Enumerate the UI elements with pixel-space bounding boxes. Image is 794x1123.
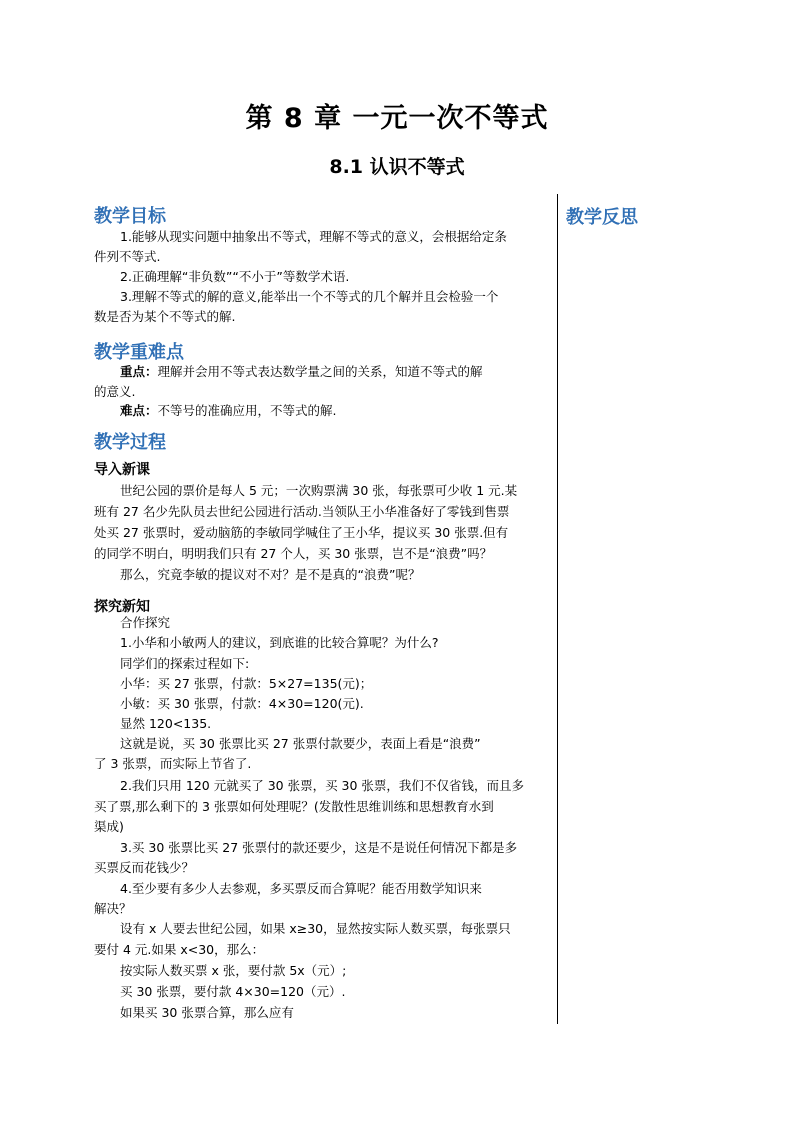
explore-line: 买 30 张票，要付款 4×30=120（元）. (120, 984, 346, 999)
explore-line: 按实际人数买票 x 张，要付款 5x（元）; (120, 963, 347, 978)
key-point-line (94, 362, 483, 382)
objective-line: 件列不等式. (94, 249, 161, 264)
key-text: 理解并会用不等式表达数学量之间的关系，知道不等式的解 (157, 364, 483, 379)
column-divider (557, 194, 558, 1024)
explore-line: 1.小华和小敏两人的建议，到底谁的比较合算呢？为什么? (120, 635, 439, 650)
objective-line: 2.正确理解“非负数”“不小于”等数学术语. (120, 269, 350, 284)
section-title: 8.1 认识不等式 (329, 156, 465, 178)
explore-line: 合作探究 (120, 615, 171, 630)
intro-line: 班有 27 名少先队员去世纪公园进行活动.当领队王小华准备好了零钱到售票 (94, 504, 510, 519)
difficult-text: 不等号的准确应用，不等式的解. (157, 403, 337, 418)
explore-line: 小华：买 27 张票，付款：5×27=135(元)； (120, 676, 373, 691)
key-points-heading: 教学重难点 (94, 342, 184, 363)
difficult-label: 难点： (120, 403, 158, 418)
explore-line: 显然 120<135. (120, 716, 212, 731)
explore-line: 买票反而花钱少？ (94, 860, 195, 875)
explore-heading: 探究新知 (94, 599, 150, 615)
explore-line: 小敏：买 30 张票，付款：4×30=120(元). (120, 696, 364, 711)
intro-line: 世纪公园的票价是每人 5 元；一次购票满 30 张，每张票可少收 1 元.某 (120, 483, 518, 498)
explore-line: 买了票,那么剩下的 3 张票如何处理呢？(发散性思维训练和思想教育水到 (94, 799, 494, 814)
explore-line: 如果买 30 张票合算，那么应有 (120, 1005, 294, 1020)
explore-line: 这就是说，买 30 张票比买 27 张票付款要少，表面上看是“浪费” (120, 736, 481, 751)
process-heading: 教学过程 (94, 432, 166, 453)
explore-line: 了 3 张票，而实际上节省了. (94, 756, 252, 771)
difficult-point-line (94, 401, 337, 421)
intro-heading: 导入新课 (94, 462, 150, 478)
explore-line: 3.买 30 张票比买 27 张票付的款还要少，这是不是说任何情况下都是多 (120, 840, 518, 855)
explore-line: 4.至少要有多少人去参观，多买票反而合算呢？能否用数学知识来 (120, 881, 482, 896)
objective-line: 1.能够从现实问题中抽象出不等式，理解不等式的意义，会根据给定条 (120, 229, 507, 244)
reflection-heading: 教学反思 (566, 207, 638, 228)
key-label: 重点： (120, 364, 158, 379)
objective-line: 3.理解不等式的解的意义,能举出一个不等式的几个解并且会检验一个 (120, 289, 499, 304)
chapter-title: 第 8 章 一元一次不等式 (245, 103, 549, 134)
explore-line: 2.我们只用 120 元就买了 30 张票，买 30 张票，我们不仅省钱，而且多 (120, 778, 524, 793)
explore-line: 解决？ (94, 901, 132, 916)
explore-line: 要付 4 元.如果 x<30，那么： (94, 942, 265, 957)
key-point-line: 的意义. (94, 384, 136, 399)
explore-line: 同学们的探索过程如下: (120, 656, 250, 671)
explore-line: 设有 x 人要去世纪公园，如果 x≥30，显然按实际人数买票，每张票只 (120, 921, 511, 936)
intro-line: 的同学不明白，明明我们只有 27 个人，买 30 张票，岂不是“浪费”吗？ (94, 546, 493, 561)
objectives-heading: 教学目标 (94, 206, 166, 227)
intro-line: 那么，究竟李敏的提议对不对？是不是真的“浪费”呢？ (120, 567, 421, 582)
objective-line: 数是否为某个不等式的解. (94, 309, 236, 324)
intro-line: 处买 27 张票时，爱动脑筋的李敏同学喊住了王小华，提议买 30 张票.但有 (94, 525, 509, 540)
explore-line: 渠成) (94, 819, 124, 834)
